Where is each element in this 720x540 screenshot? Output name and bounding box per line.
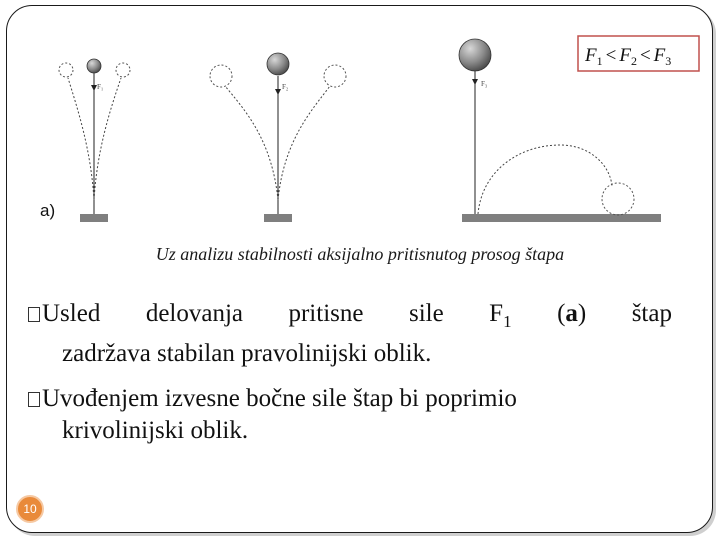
dotted-path-left-2 bbox=[225, 86, 278, 200]
ball-3 bbox=[459, 39, 491, 71]
force-label-1: F₁ bbox=[97, 83, 104, 91]
ghost-ball-right-1 bbox=[116, 63, 130, 77]
force-symbol: $F_1$ bbox=[489, 300, 512, 331]
case-1-stable bbox=[59, 59, 130, 222]
force-label-2: F₂ bbox=[282, 83, 289, 91]
force-arrowhead-2 bbox=[275, 89, 281, 95]
ball-2 bbox=[267, 53, 289, 75]
bullet-paragraph-2 bbox=[28, 383, 672, 447]
force-legend bbox=[578, 36, 699, 71]
paragraph-1-line-1 bbox=[28, 298, 672, 338]
case-reference: (a) bbox=[557, 300, 587, 327]
bullet-icon bbox=[28, 307, 40, 322]
figure-caption: Uz analizu stabilnosti aksijalno pritisnutog prosog štapa bbox=[155, 244, 565, 264]
dotted-path-left-1 bbox=[68, 78, 94, 200]
base-support-2 bbox=[264, 214, 292, 222]
ghost-ball-left-1 bbox=[59, 63, 73, 77]
base-support-3 bbox=[462, 214, 661, 222]
paragraph-2-line-1: Uvođenjem izvesne bočne sile štap bi poprimio bbox=[28, 383, 672, 415]
bullet-icon bbox=[28, 392, 40, 407]
word-4: sile bbox=[408, 300, 444, 327]
word-1: Usled bbox=[28, 298, 100, 338]
dotted-path-3 bbox=[478, 145, 612, 214]
legend-inequality: $F_1 < F_2 < F_3$ bbox=[585, 45, 672, 68]
case-2-critical bbox=[210, 53, 346, 222]
word-last: štap bbox=[631, 300, 672, 327]
paragraph-1-line-2: zadržava stabilan pravolinijski oblik. bbox=[62, 340, 432, 367]
force-label-3: F₃ bbox=[481, 80, 488, 88]
ghost-ball-right-2 bbox=[324, 65, 346, 87]
paragraph-2-line-2: krivolinijski oblik. bbox=[62, 417, 249, 444]
figure-label: a) bbox=[40, 201, 56, 220]
base-support-1 bbox=[80, 214, 108, 222]
buckling-figure bbox=[0, 0, 720, 240]
page-number-badge: 10 bbox=[16, 495, 44, 523]
dotted-path-right-1 bbox=[94, 78, 121, 200]
word-2: delovanja bbox=[145, 300, 243, 327]
ghost-ball-left-2 bbox=[210, 65, 232, 87]
ball-1 bbox=[87, 59, 101, 73]
force-arrowhead-3 bbox=[472, 79, 478, 85]
ghost-ball-3 bbox=[602, 183, 634, 215]
dotted-path-right-2 bbox=[278, 86, 330, 200]
word-3: pritisne bbox=[288, 300, 364, 327]
bullet-paragraph-1 bbox=[28, 298, 672, 370]
